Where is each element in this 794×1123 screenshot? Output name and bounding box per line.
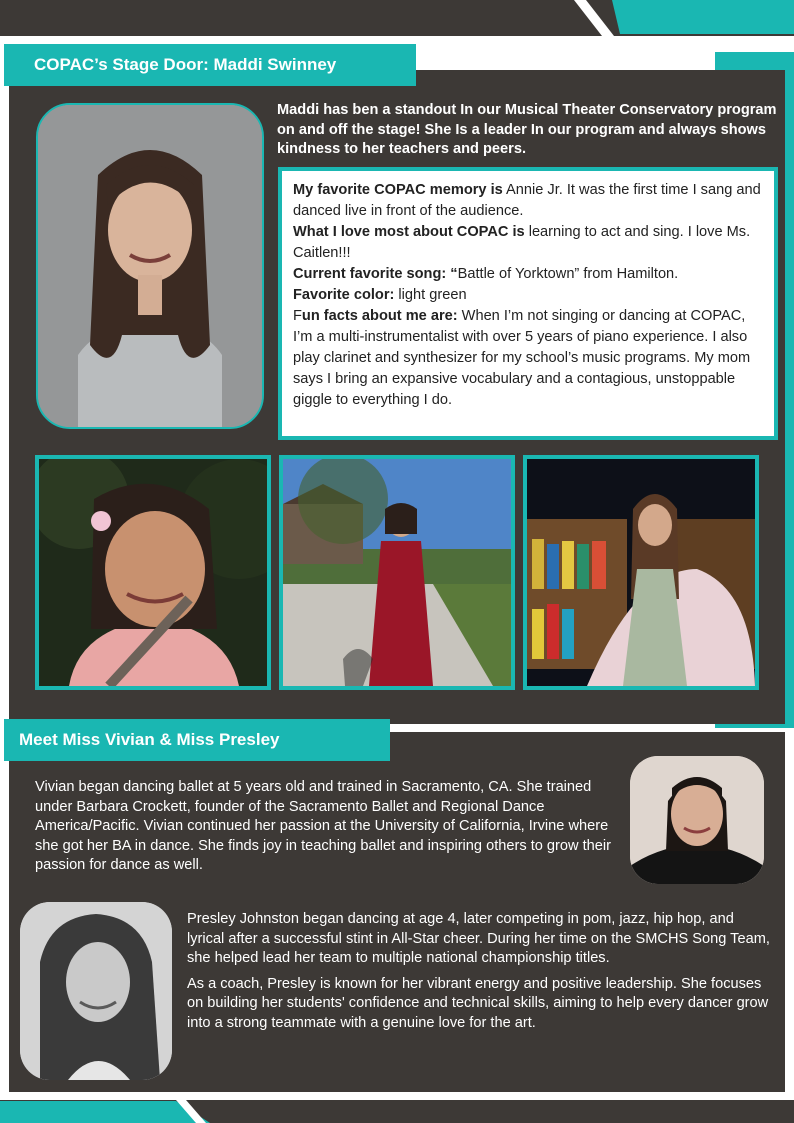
qa-memory-value: Annie Jr. It was the first time I sang and danced live in front of the audience. [293,182,761,219]
qa-color-value: light green [394,287,467,303]
maddi-portrait-illustration [38,105,262,427]
qa-fun-value: When I’m not singing or dancing at COPAC, I’m a multi-instrumentalist with over 5 years of piano experience. I also play clarinet and synthesizer for my school’s music programs. My mom says I bring an expansive vocabulary and a contagious, unstoppable giggle to everything I do. [293,308,751,408]
section1-title: COPAC’s Stage Door: Maddi Swinney [4,44,416,86]
qa-fun [293,306,763,411]
top-decor-accent [590,0,794,34]
vivian-photo-illustration [630,756,764,884]
qa-love-label: What I love most about COPAC is [293,224,525,240]
qa-song-value: Battle of Yorktown” from Hamilton. [457,266,679,282]
qa-memory [293,180,763,222]
photo-red-dress-illustration [283,459,511,686]
section2-title: Meet Miss Vivian & Miss Presley [4,719,390,761]
vivian-photo [630,756,764,884]
qa-song [293,264,763,285]
maddi-qa-content [282,171,774,436]
maddi-intro-text: Maddi has ben a standout In our Musical Theater Conservatory program on and off the stage! She Is a leader In our program and always shows kindness to her teachers and peers. [277,102,777,158]
section2-edge [785,732,794,1092]
photo-flower-illustration [39,459,267,686]
presley-photo [20,902,172,1080]
maddi-portrait-photo [36,103,264,429]
bottom-decor-accent [0,1101,210,1123]
presley-photo-illustration [20,902,172,1080]
maddi-photo-flower [35,455,271,690]
qa-memory-label: My favorite COPAC memory is [293,182,503,198]
presley-bio-paragraph-2: As a coach, Presley is known for her vibrant energy and positive leadership. She focuses on building her students' confidence and technical skills, aiming to help every dancer grow into a strong teammate with a genuine love for the art. [187,975,769,1031]
photo-stage-illustration [527,459,755,686]
qa-song-label: Current favorite song: “ [293,266,458,282]
qa-fun-label: un facts about me are: [301,308,458,324]
vivian-bio: Vivian began dancing ballet at 5 years old and trained in Sacramento, CA. She trained under Barbara Crockett, founder of the Sacramento Ballet and Regional Dance America/Pacific. Vivian continued her passion at the University of California, Irvine where she got her BA in dance. She finds joy in teaching ballet and inspiring others to grow their passion for dance as well. [35,779,611,874]
qa-color [293,285,763,306]
qa-love [293,222,763,264]
qa-color-label: Favorite color: [293,287,395,303]
presley-bio [187,910,772,1034]
maddi-photo-stage [523,455,759,690]
maddi-photo-red-dress [279,455,515,690]
qa-love-value: learning to act and sing. I love Ms. Caitlen!!! [293,224,751,261]
presley-bio-paragraph-1: Presley Johnston began dancing at age 4, later competing in pom, jazz, hip hop, and lyrical after a successful stint in All-Star cheer. During her time on the SMCHS Song Team, she helped lead her team to multiple national championship titles. [187,911,770,967]
maddi-qa-box [278,167,778,440]
qa-fun-prefix: F [293,308,302,324]
